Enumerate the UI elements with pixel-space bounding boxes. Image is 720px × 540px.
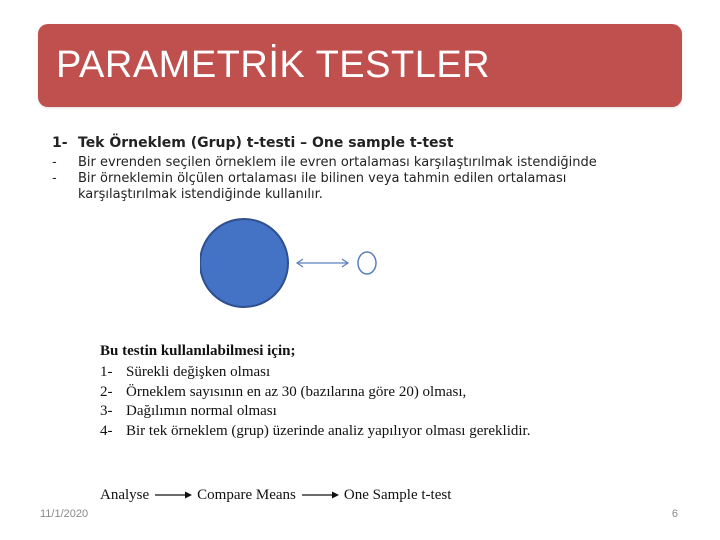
condition-item bbox=[100, 422, 660, 442]
condition-text: Sürekli değişken olması bbox=[126, 364, 271, 380]
title-bar bbox=[38, 24, 682, 107]
bullet-text: Bir örneklemin ölçülen ortalaması ile bilinen veya tahmin edilen ortalaması karşılaştırılmak istendiğinde kullanılır. bbox=[78, 171, 567, 202]
page-number: 6 bbox=[671, 508, 678, 520]
slide-date: 11/1/2020 bbox=[40, 508, 89, 520]
population-circle bbox=[200, 219, 288, 307]
bullet-text: Bir evrenden seçilen örneklem ile evren ortalaması karşılaştırılmak istendiğinde bbox=[78, 155, 597, 170]
section-content bbox=[52, 135, 652, 203]
condition-text: Bir tek örneklem (grup) üzerinde analiz yapılıyor olması gereklidir. bbox=[126, 422, 531, 439]
section-heading bbox=[52, 135, 652, 151]
condition-item bbox=[100, 363, 660, 383]
bullet-item bbox=[52, 155, 652, 171]
condition-number: 4- bbox=[100, 422, 113, 439]
slide-title: PARAMETRİK TESTLER bbox=[56, 44, 491, 86]
menu-path-step-compare-means: Compare Means bbox=[197, 486, 296, 503]
bullet-dash: - bbox=[52, 155, 57, 170]
condition-number: 3- bbox=[100, 403, 113, 419]
double-arrow-icon bbox=[297, 259, 348, 267]
sample-population-illustration bbox=[200, 215, 400, 315]
conditions-block bbox=[100, 343, 660, 441]
menu-path-step-one-sample-t-test: One Sample t-test bbox=[343, 486, 452, 503]
conditions-title: Bu testin kullanılabilmesi için; bbox=[100, 343, 296, 359]
section-number: 1- bbox=[52, 135, 68, 151]
sample-circle bbox=[358, 252, 376, 274]
section-heading-text: Tek Örneklem (Grup) t-testi – One sample t-test bbox=[78, 135, 454, 151]
arrow-right-icon bbox=[300, 490, 340, 500]
condition-item bbox=[100, 383, 660, 403]
condition-text: Dağılımın normal olması bbox=[126, 403, 277, 419]
arrow-right-icon bbox=[153, 490, 193, 500]
condition-number: 1- bbox=[100, 364, 113, 380]
condition-item bbox=[100, 402, 660, 422]
condition-text: Örneklem sayısının en az 30 (bazılarına göre 20) olması, bbox=[126, 383, 467, 400]
bullet-dash: - bbox=[52, 171, 57, 186]
menu-path bbox=[100, 485, 451, 505]
bullet-item bbox=[52, 171, 652, 203]
menu-path-step-analyse: Analyse bbox=[100, 486, 150, 503]
condition-number: 2- bbox=[100, 383, 113, 400]
